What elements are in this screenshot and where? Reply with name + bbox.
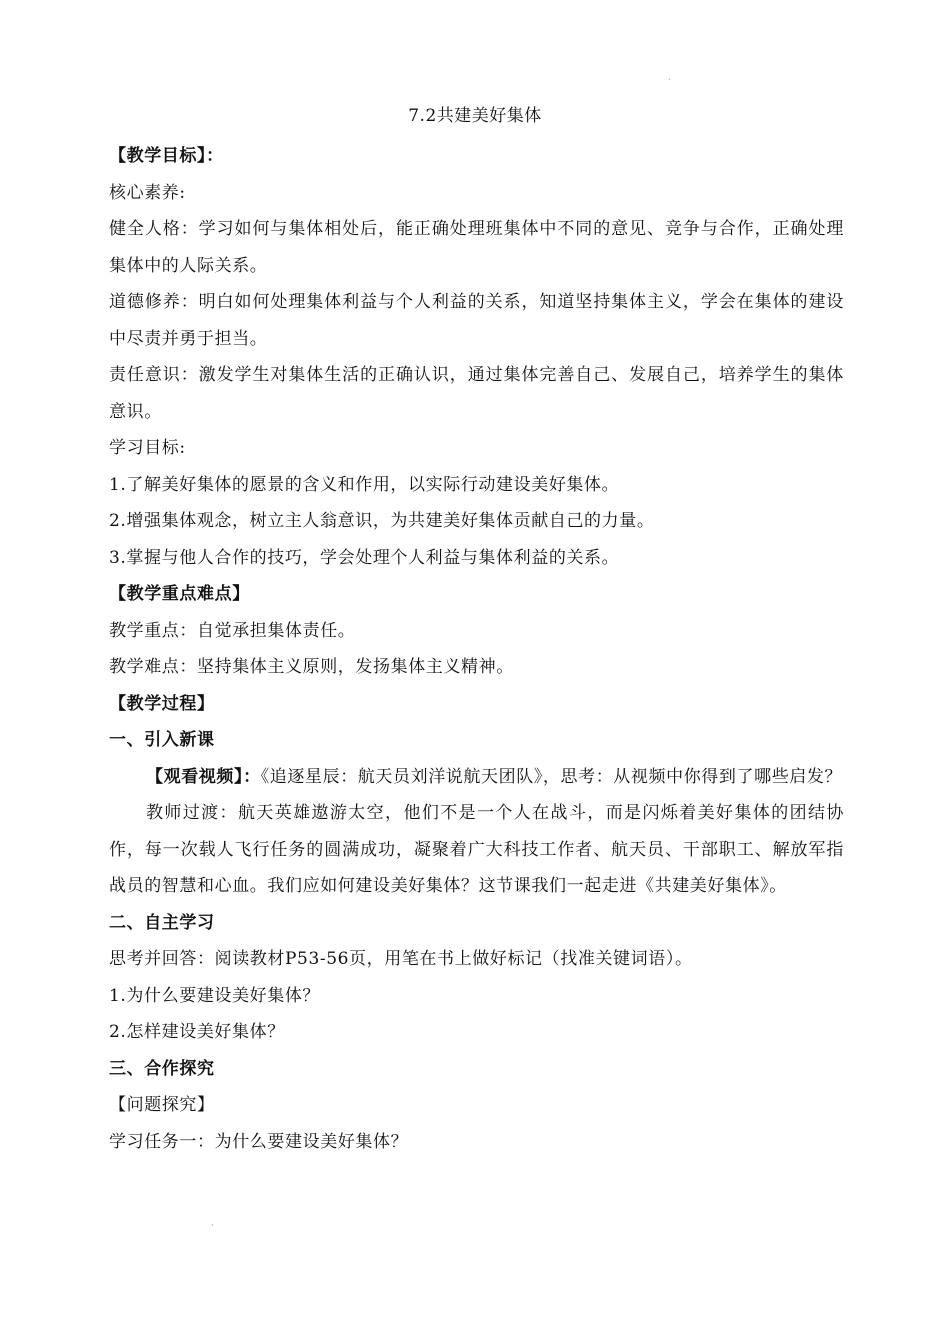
question-1: 1.为什么要建设美好集体？ <box>109 985 321 1006</box>
video-paragraph <box>109 759 844 796</box>
learning-goal-2: 2.增强集体观念，树立主人翁意识，为共建美好集体贡献自己的力量。 <box>109 511 655 531</box>
video-text: 《追逐星辰：航天员刘洋说航天团队》，思考：从视频中你得到了哪些启发？ <box>260 766 843 787</box>
morality-paragraph: 道德修养：明白如何处理集体利益与个人利益的关系，知道坚持集体主义，学会在集体的建设中尽责并勇于担当。 <box>109 292 844 349</box>
learning-goals-label: 学习目标: <box>109 438 186 458</box>
learning-goal-1: 1.了解美好集体的愿景的含义和作用，以实际行动建设美好集体。 <box>109 474 620 495</box>
inquiry-label: 【问题探究】 <box>109 1095 215 1115</box>
process-heading: 【教学过程】 <box>109 693 215 714</box>
transition-paragraph: 教师过渡：航天英雄遨游太空，他们不是一个人在战斗，而是闪烁着美好集体的团结协作，每一次载人飞行任务的圆满成功，凝聚着广大科技工作者、航天员、干部职工、解放军指战员的智慧和心血。我们应如何建设美好集体？这节课我们一起走进《共建美好集体》。 <box>109 803 844 896</box>
key-points-heading: 【教学重点难点】 <box>109 584 250 604</box>
page-mark-bottom: · <box>211 1221 214 1230</box>
key-point-text: 教学重点：自觉承担集体责任。 <box>109 620 356 641</box>
difficulty-text: 教学难点：坚持集体主义原则，发扬集体主义精神。 <box>109 657 514 677</box>
core-literacy-label: 核心素养: <box>109 182 186 203</box>
part3-heading: 三、合作探究 <box>109 1058 215 1079</box>
page-mark-top: · <box>668 75 671 84</box>
task-1-text: 学习任务一：为什么要建设美好集体？ <box>109 1131 409 1152</box>
document-title: 7.2共建美好集体 <box>408 106 542 126</box>
think-answer-text: 思考并回答：阅读教材P53-56页，用笔在书上做好标记（找准关键词语）。 <box>109 949 693 969</box>
video-label: 【观看视频】： <box>146 766 261 787</box>
personality-paragraph: 健全人格：学习如何与集体相处后，能正确处理班集体中不同的意见、竞争与合作，正确处理集体中的人际关系。 <box>109 219 844 276</box>
responsibility-paragraph: 责任意识：激发学生对集体生活的正确认识，通过集体完善自己、发展自己，培养学生的集体意识。 <box>109 365 844 422</box>
document-body <box>109 138 844 1160</box>
part2-heading: 二、自主学习 <box>109 912 215 933</box>
objectives-heading: 【教学目标】： <box>109 146 224 166</box>
part1-heading: 一、引入新课 <box>109 730 215 750</box>
learning-goal-3: 3.掌握与他人合作的技巧，学会处理个人利益与集体利益的关系。 <box>109 547 620 568</box>
question-2: 2.怎样建设美好集体？ <box>109 1022 285 1042</box>
